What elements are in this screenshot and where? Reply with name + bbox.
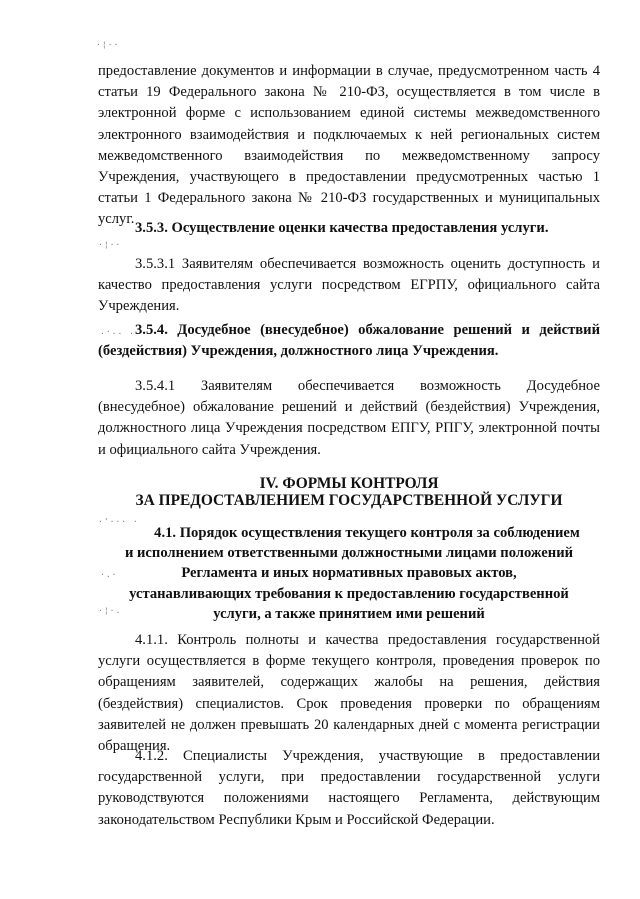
heading-3-5-3: 3.5.3. Осуществление оценки качества предоставления услуги. [135,220,549,236]
scan-artifact: ·.· [100,570,118,579]
paragraph-4-1-2: 4.1.2. Специалисты Учреждения, участвующие в предоставлении государственной услуги, при предоставлении государственной услуги руководствуются положениями настоящего Регламента, действующим законодательством Республики Крым и Российской Федерации. [98,748,600,828]
section-title-line-1: IV. ФОРМЫ КОНТРОЛЯ [259,475,439,492]
scan-artifact: .·.. . [100,327,135,336]
scan-artifact: ·¦·. [98,606,122,615]
scan-artifact: ·¦·· [98,240,122,249]
heading-4-1-line: Регламента и иных нормативных правовых актов, [181,565,517,581]
scan-artifact: ·¦·· [96,40,120,49]
paragraph-3-5-4-1: 3.5.4.1 Заявителям обеспечивается возможность Досудебное (внесудебное) обжалование решений и действий (бездействия) Учреждения, должностного лица Учреждения посредством ЕПГУ, РПГУ, электронной почты и официального сайта Учреждения. [98,378,600,458]
heading-4-1-line: 4.1. Порядок осуществления текущего контроля за соблюдением [154,525,580,541]
heading-4-1-line: и исполнением ответственными должностными лицами положений [124,545,574,561]
paragraph-intro: предоставление документов и информации в случае, предусмотренном часть 4 статьи 19 Федерального закона № 210-ФЗ, осуществляется в том числе в электронной форме с использованием единой системы межведомственного электронного взаимодействия и подключаемых к ней региональных систем межведомственного взаимодействия по межведомственному запросу Учреждения, участвующего в предоставлении предусмотренных частью 1 статьи 1 Федерального закона № 210-ФЗ государственных и муниципальных услуг. [98,63,600,228]
heading-4-1-line: устанавливающих требования к предоставлению государственной [129,586,569,602]
heading-4-1-line: услуги, а также принятием ими решений [213,606,485,622]
paragraph-4-1-1: 4.1.1. Контроль полноты и качества предоставления государственной услуги осуществляется в форме текущего контроля, проведения проверок по обращениям заявителей, содержащих жалобы на решения, действия (бездействия) специалистов. Срок проведения проверки по обращениям заявителей не должен превышать 20 календарных дней с момента регистрации обращения. [98,632,600,755]
heading-3-5-4: 3.5.4. Досудебное (внесудебное) обжалование решений и действий (бездействия) Учреждения, должностного лица Учреждения. [98,322,600,360]
paragraph-3-5-3-1: 3.5.3.1 Заявителям обеспечивается возможность оценить доступность и качество предоставления услуги посредством ЕГРПУ, официального сайта Учреждения. [98,256,600,315]
section-title-line-2: ЗА ПРЕДОСТАВЛЕНИЕМ ГОСУДАРСТВЕННОЙ УСЛУГИ [135,492,563,509]
scan-artifact: ·'··· · [98,517,139,526]
